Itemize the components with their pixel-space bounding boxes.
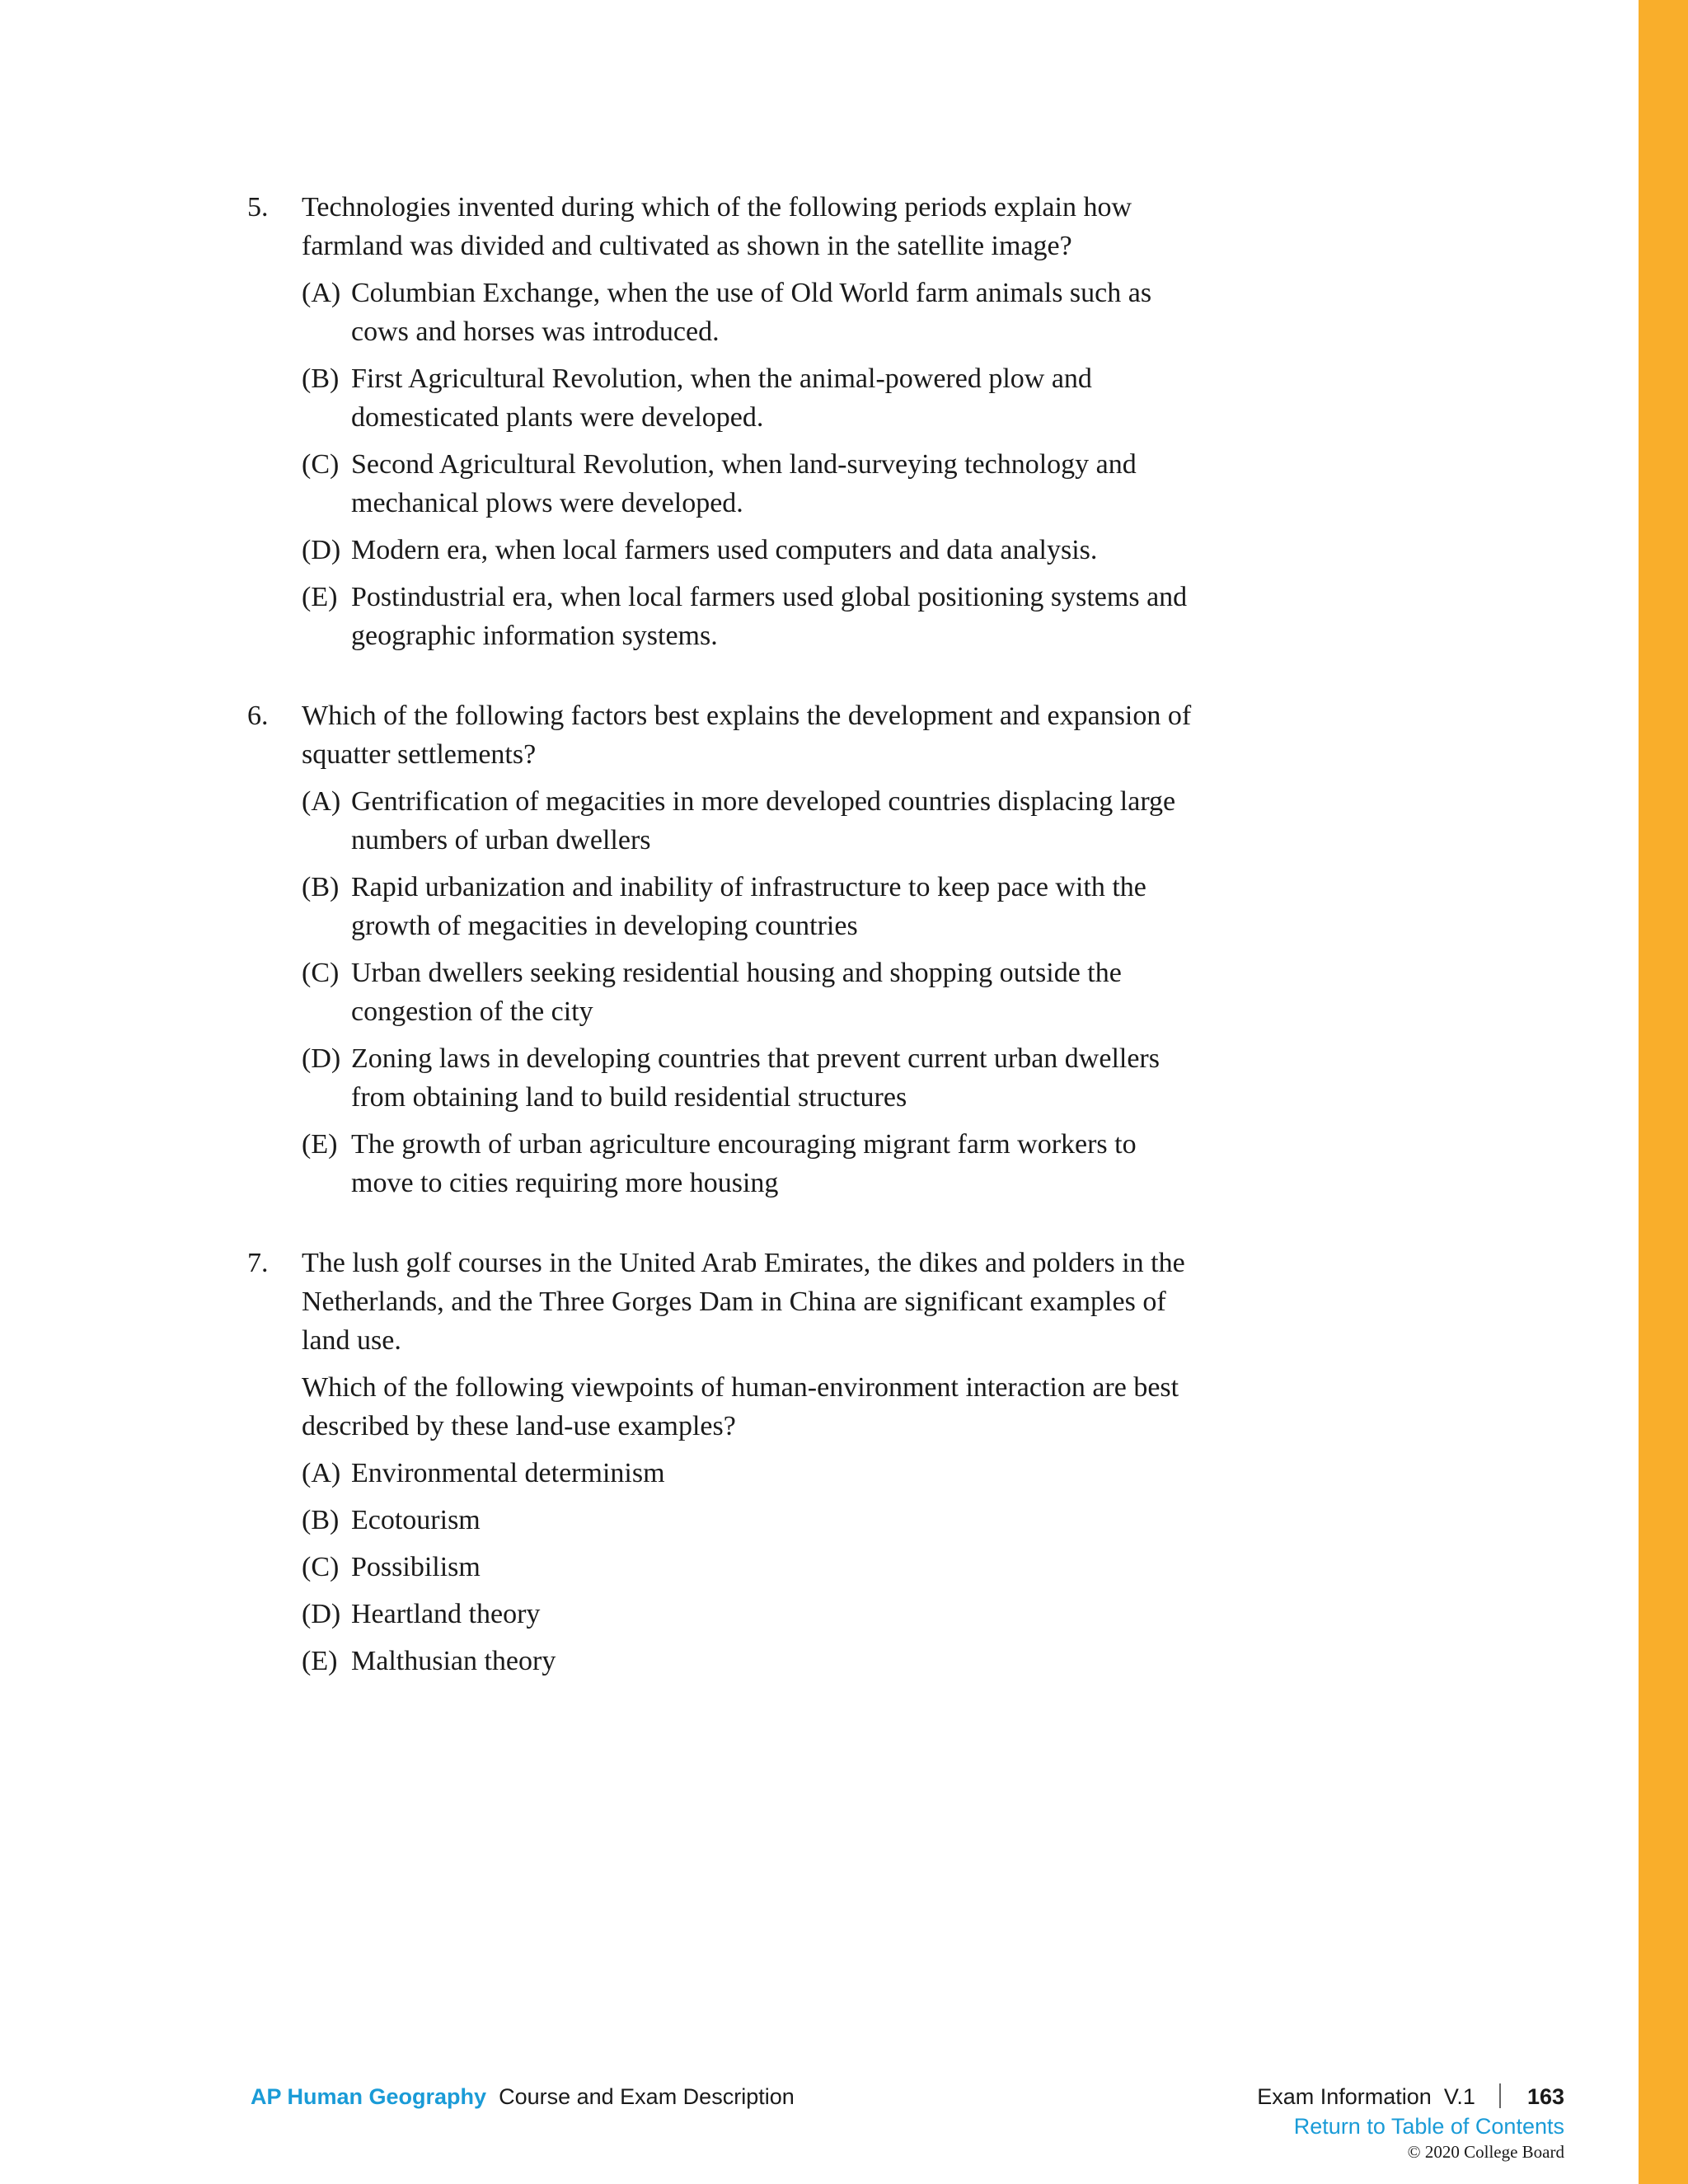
option-text: Gentrification of megacities in more developed countries displacing large numbers of urban dwellers <box>351 786 1176 855</box>
footer-section: Exam Information <box>1257 2084 1432 2109</box>
footer-brand: AP Human Geography <box>251 2084 487 2109</box>
option-letter: (E) <box>302 1129 338 1160</box>
option-letter: (A) <box>302 1458 341 1488</box>
option-text: Ecotourism <box>351 1505 481 1535</box>
option-d <box>302 531 1203 569</box>
question-7 <box>247 1244 1203 1680</box>
footer-page-info <box>1257 2082 1564 2163</box>
option-text: Modern era, when local farmers used computers and data analysis. <box>351 535 1098 565</box>
question-prompt: Which of the following viewpoints of human-environment interaction are best described by these land-use examples? <box>302 1372 1179 1441</box>
option-letter: (A) <box>302 278 341 308</box>
footer-title: Course and Exam Description <box>499 2084 795 2109</box>
option-letter: (B) <box>302 1505 340 1535</box>
option-text: Rapid urbanization and inability of infrastructure to keep pace with the growth of megacities in developing countries <box>351 872 1146 941</box>
question-5 <box>247 188 1203 655</box>
option-e <box>302 1642 1203 1680</box>
option-e <box>302 1125 1203 1202</box>
option-d <box>302 1039 1203 1117</box>
copyright-notice: © 2020 College Board <box>1407 2142 1564 2162</box>
option-letter: (A) <box>302 786 341 817</box>
option-letter: (C) <box>302 958 340 988</box>
option-letter: (C) <box>302 449 340 480</box>
option-letter: (B) <box>302 363 340 394</box>
questions-container <box>247 188 1203 1722</box>
option-letter: (E) <box>302 582 338 612</box>
option-a <box>302 1454 1203 1493</box>
question-number: 7. <box>247 1248 269 1278</box>
option-text: Postindustrial era, when local farmers used global positioning systems and geographic information systems. <box>351 582 1188 651</box>
option-letter: (B) <box>302 872 340 902</box>
return-to-toc-link[interactable]: Return to Table of Contents <box>1293 2114 1564 2139</box>
option-c <box>302 445 1203 523</box>
option-text: The growth of urban agriculture encouraging migrant farm workers to move to cities requiring more housing <box>351 1129 1137 1198</box>
option-a <box>302 782 1203 860</box>
option-text: Zoning laws in developing countries that prevent current urban dwellers from obtaining land to build residential structures <box>351 1043 1160 1113</box>
question-stem: The lush golf courses in the United Arab Emirates, the dikes and polders in the Netherlands, and the Three Gorges Dam in China are significant examples of land use. <box>302 1248 1185 1356</box>
page-number: 163 <box>1526 2084 1564 2109</box>
option-c <box>302 1548 1203 1586</box>
option-b <box>302 359 1203 437</box>
footer-divider <box>1499 2083 1501 2108</box>
question-number: 5. <box>247 192 269 223</box>
option-text: Malthusian theory <box>351 1646 556 1676</box>
option-text: Urban dwellers seeking residential housing and shopping outside the congestion of the city <box>351 958 1122 1027</box>
question-number: 6. <box>247 701 269 731</box>
question-stem: Technologies invented during which of the following periods explain how farmland was divided and cultivated as shown in the satellite image? <box>302 192 1132 261</box>
footer-version: V.1 <box>1443 2084 1475 2109</box>
option-text: First Agricultural Revolution, when the animal-powered plow and domesticated plants were developed. <box>351 363 1092 433</box>
option-text: Heartland theory <box>351 1599 541 1629</box>
option-c <box>302 954 1203 1031</box>
option-letter: (D) <box>302 535 341 565</box>
option-b <box>302 1501 1203 1540</box>
option-text: Second Agricultural Revolution, when land-surveying technology and mechanical plows were developed. <box>351 449 1137 518</box>
option-letter: (E) <box>302 1646 338 1676</box>
option-b <box>302 868 1203 945</box>
option-letter: (C) <box>302 1552 340 1582</box>
option-d <box>302 1595 1203 1633</box>
footer-course-title <box>251 2082 795 2111</box>
option-text: Possibilism <box>351 1552 481 1582</box>
question-6 <box>247 696 1203 1202</box>
orange-side-bar <box>1639 0 1688 2184</box>
option-text: Environmental determinism <box>351 1458 665 1488</box>
option-text: Columbian Exchange, when the use of Old World farm animals such as cows and horses was introduced. <box>351 278 1152 347</box>
question-stem: Which of the following factors best explains the development and expansion of squatter settlements? <box>302 701 1192 770</box>
option-e <box>302 578 1203 655</box>
option-letter: (D) <box>302 1599 341 1629</box>
option-a <box>302 274 1203 351</box>
option-letter: (D) <box>302 1043 341 1074</box>
